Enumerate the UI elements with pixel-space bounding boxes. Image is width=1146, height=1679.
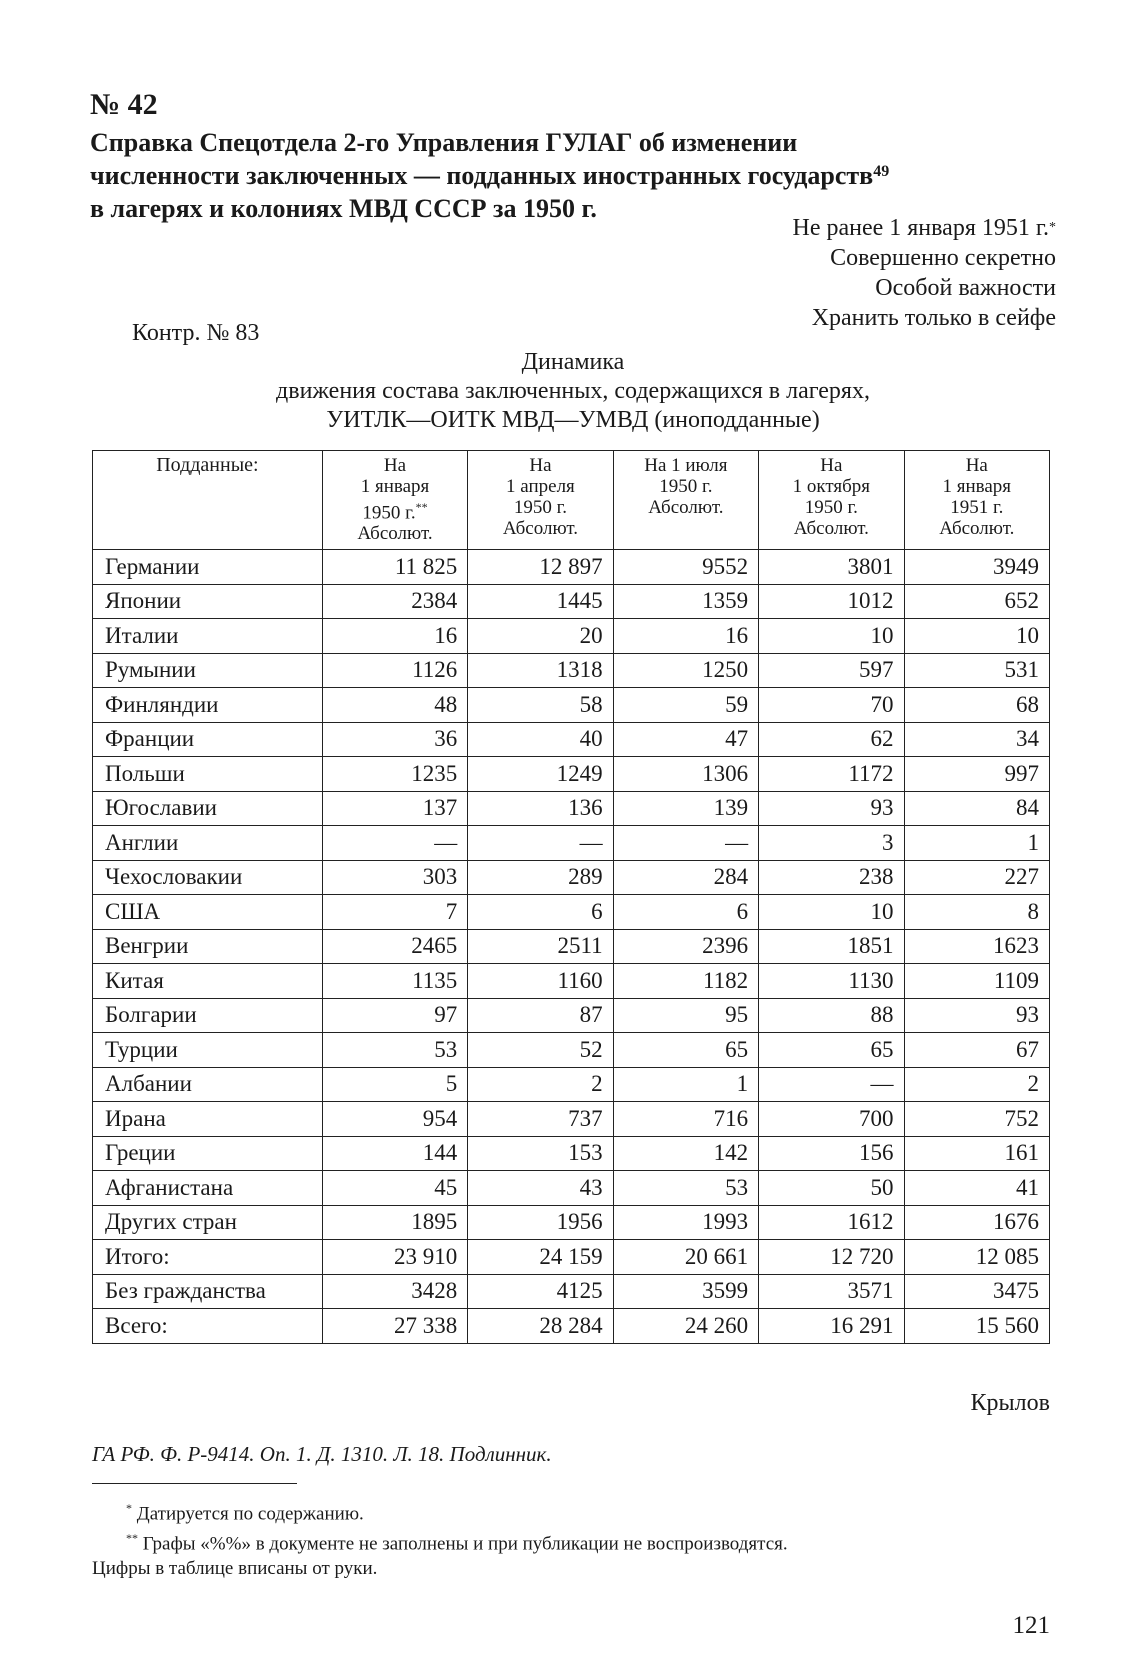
header-line: На 1 июля <box>644 455 728 476</box>
date-stamp: Не ранее 1 января 1951 г.* <box>792 215 1056 241</box>
table-row <box>93 1205 1050 1240</box>
header-line: Абсолют. <box>793 518 869 539</box>
value-cell: 16 291 <box>759 1309 904 1344</box>
value-cell: 6 <box>468 895 613 930</box>
value-cell: 144 <box>322 1136 467 1171</box>
table-row <box>93 791 1050 826</box>
value-cell: 3599 <box>613 1274 758 1309</box>
country-cell: Без гражданства <box>93 1274 323 1309</box>
header-line: 1950 г. <box>513 497 568 518</box>
table-row <box>93 1136 1050 1171</box>
value-cell: 1306 <box>613 757 758 792</box>
value-cell: 161 <box>904 1136 1049 1171</box>
country-cell: Итого: <box>93 1240 323 1275</box>
value-cell: 3949 <box>904 550 1049 585</box>
country-cell: Франции <box>93 722 323 757</box>
value-cell: 1851 <box>759 929 904 964</box>
header-line: На <box>965 455 988 476</box>
value-cell: 1012 <box>759 584 904 619</box>
country-cell: Всего: <box>93 1309 323 1344</box>
table-row <box>93 1102 1050 1137</box>
header-line: Абсолют. <box>357 523 433 545</box>
value-cell: 238 <box>759 860 904 895</box>
value-cell: 20 661 <box>613 1240 758 1275</box>
column-header <box>613 451 758 550</box>
country-cell: Финляндии <box>93 688 323 723</box>
table-row <box>93 653 1050 688</box>
value-cell: 43 <box>468 1171 613 1206</box>
value-cell: 716 <box>613 1102 758 1137</box>
table-row <box>93 964 1050 999</box>
header-line: 1 апреля <box>506 476 575 497</box>
value-cell: 1445 <box>468 584 613 619</box>
value-cell: 84 <box>904 791 1049 826</box>
value-cell: 2396 <box>613 929 758 964</box>
value-cell: 137 <box>322 791 467 826</box>
table-header-row <box>93 451 1050 550</box>
value-cell: 284 <box>613 860 758 895</box>
document-title <box>90 126 1070 225</box>
value-cell: 737 <box>468 1102 613 1137</box>
header-line: Абсолют. <box>502 518 579 539</box>
country-cell: Ирана <box>93 1102 323 1137</box>
secrecy-stamp: Совершенно секретно <box>830 245 1056 271</box>
value-cell: 65 <box>759 1033 904 1068</box>
control-number: Контр. № 83 <box>132 320 260 346</box>
title-line: в лагерях и колониях МВД СССР за 1950 г. <box>90 194 597 223</box>
value-cell: 1160 <box>468 964 613 999</box>
footnotes <box>92 1496 1052 1581</box>
country-cell: Германии <box>93 550 323 585</box>
header-line: 1950 г.** <box>362 500 428 524</box>
country-cell: Албании <box>93 1067 323 1102</box>
value-cell: 6 <box>613 895 758 930</box>
table-row <box>93 722 1050 757</box>
value-cell: 62 <box>759 722 904 757</box>
table-row <box>93 1033 1050 1068</box>
value-cell: 8 <box>904 895 1049 930</box>
table-row <box>93 1240 1050 1275</box>
country-cell: Англии <box>93 826 323 861</box>
value-cell: 68 <box>904 688 1049 723</box>
value-cell: 36 <box>322 722 467 757</box>
table-row <box>93 584 1050 619</box>
value-cell: 87 <box>468 998 613 1033</box>
value-cell: 28 284 <box>468 1309 613 1344</box>
value-cell: 1895 <box>322 1205 467 1240</box>
value-cell: 53 <box>322 1033 467 1068</box>
value-cell: 531 <box>904 653 1049 688</box>
importance-stamp: Особой важности <box>875 275 1056 301</box>
value-cell: 652 <box>904 584 1049 619</box>
value-cell: 1109 <box>904 964 1049 999</box>
country-cell: Других стран <box>93 1205 323 1240</box>
title-line: численности заключенных — подданных иностранных государств$^{49}$ <box>90 161 890 190</box>
value-cell: 1318 <box>468 653 613 688</box>
value-cell: 10 <box>759 619 904 654</box>
column-header-country: Подданные: <box>93 451 323 550</box>
classification-stamps <box>792 213 1056 333</box>
table-row <box>93 688 1050 723</box>
value-cell: 4125 <box>468 1274 613 1309</box>
table-row <box>93 895 1050 930</box>
value-cell: 47 <box>613 722 758 757</box>
title-line: Справка Спецотдела 2-го Управления ГУЛАГ об изменении <box>90 128 798 157</box>
value-cell: 752 <box>904 1102 1049 1137</box>
value-cell: 1 <box>613 1067 758 1102</box>
footnote: ** Графы «%%» в документе не заполнены и при публикации не воспроизводятся. <box>126 1531 788 1555</box>
country-cell: Югославии <box>93 791 323 826</box>
value-cell: 1172 <box>759 757 904 792</box>
signature: Крылов <box>970 1390 1050 1416</box>
value-cell: 11 825 <box>322 550 467 585</box>
value-cell: 3428 <box>322 1274 467 1309</box>
value-cell: — <box>322 826 467 861</box>
value-cell: 1126 <box>322 653 467 688</box>
table-row <box>93 619 1050 654</box>
header-line: 1 января <box>942 476 1012 497</box>
column-header <box>904 451 1049 550</box>
caption-line: Динамика <box>521 349 625 375</box>
value-cell: 2 <box>904 1067 1049 1102</box>
value-cell: 52 <box>468 1033 613 1068</box>
value-cell: 67 <box>904 1033 1049 1068</box>
value-cell: 139 <box>613 791 758 826</box>
value-cell: 597 <box>759 653 904 688</box>
header-line: 1950 г. <box>804 497 858 518</box>
country-cell: Афганистана <box>93 1171 323 1206</box>
column-header <box>322 451 467 550</box>
value-cell: 153 <box>468 1136 613 1171</box>
value-cell: — <box>468 826 613 861</box>
value-cell: 289 <box>468 860 613 895</box>
value-cell: 45 <box>322 1171 467 1206</box>
value-cell: — <box>613 826 758 861</box>
value-cell: 23 910 <box>322 1240 467 1275</box>
value-cell: 9552 <box>613 550 758 585</box>
value-cell: 48 <box>322 688 467 723</box>
header-line: 1 октября <box>792 476 871 497</box>
country-cell: Италии <box>93 619 323 654</box>
value-cell: 2 <box>468 1067 613 1102</box>
value-cell: 59 <box>613 688 758 723</box>
value-cell: 1676 <box>904 1205 1049 1240</box>
table-row <box>93 998 1050 1033</box>
header-line: 1951 г. <box>950 497 1004 518</box>
value-cell: 1 <box>904 826 1049 861</box>
table-row <box>93 1067 1050 1102</box>
value-cell: 10 <box>759 895 904 930</box>
value-cell: 95 <box>613 998 758 1033</box>
value-cell: 12 085 <box>904 1240 1049 1275</box>
header-line: На <box>383 455 407 476</box>
value-cell: 3 <box>759 826 904 861</box>
value-cell: 88 <box>759 998 904 1033</box>
value-cell: 1250 <box>613 653 758 688</box>
value-cell: 954 <box>322 1102 467 1137</box>
table-row <box>93 929 1050 964</box>
header-line: На <box>820 455 843 476</box>
value-cell: 1135 <box>322 964 467 999</box>
country-cell: Турции <box>93 1033 323 1068</box>
caption-line: движения состава заключенных, содержащихся в лагерях, <box>276 378 870 404</box>
country-cell: Японии <box>93 584 323 619</box>
country-cell: Венгрии <box>93 929 323 964</box>
country-cell: Румынии <box>93 653 323 688</box>
country-cell: Греции <box>93 1136 323 1171</box>
value-cell: 53 <box>613 1171 758 1206</box>
country-cell: США <box>93 895 323 930</box>
archive-source: ГА РФ. Ф. Р-9414. Оп. 1. Д. 1310. Л. 18. Подлинник. <box>92 1442 552 1466</box>
value-cell: 1359 <box>613 584 758 619</box>
footnote-ref: ** <box>415 500 428 514</box>
header-line: Абсолют. <box>648 497 724 518</box>
value-cell: — <box>759 1067 904 1102</box>
value-cell: 7 <box>322 895 467 930</box>
value-cell: 2511 <box>468 929 613 964</box>
header-line: 1950 г. <box>659 476 713 497</box>
value-cell: 1956 <box>468 1205 613 1240</box>
table-row <box>93 1274 1050 1309</box>
footnote-continuation: Цифры в таблице вписаны от руки. <box>92 1557 378 1579</box>
country-cell: Польши <box>93 757 323 792</box>
value-cell: 50 <box>759 1171 904 1206</box>
country-cell: Болгарии <box>93 998 323 1033</box>
header-line: 1 января <box>360 476 430 497</box>
storage-stamp: Хранить только в сейфе <box>811 305 1056 331</box>
table-row <box>93 860 1050 895</box>
value-cell: 12 897 <box>468 550 613 585</box>
value-cell: 58 <box>468 688 613 723</box>
document-number: № 42 <box>90 88 158 121</box>
value-cell: 16 <box>613 619 758 654</box>
value-cell: 2384 <box>322 584 467 619</box>
value-cell: 70 <box>759 688 904 723</box>
value-cell: 1235 <box>322 757 467 792</box>
value-cell: 16 <box>322 619 467 654</box>
footnote-ref: 49 <box>873 163 890 180</box>
value-cell: 40 <box>468 722 613 757</box>
table-row <box>93 826 1050 861</box>
country-cell: Китая <box>93 964 323 999</box>
value-cell: 3475 <box>904 1274 1049 1309</box>
value-cell: 15 560 <box>904 1309 1049 1344</box>
value-cell: 10 <box>904 619 1049 654</box>
value-cell: 93 <box>904 998 1049 1033</box>
table-row <box>93 550 1050 585</box>
value-cell: 1993 <box>613 1205 758 1240</box>
value-cell: 1249 <box>468 757 613 792</box>
column-header <box>468 451 613 550</box>
header-line: Абсолют. <box>939 518 1015 539</box>
caption-line: УИТЛК—ОИТК МВД—УМВД (иноподданные) <box>326 407 820 433</box>
value-cell: 3801 <box>759 550 904 585</box>
value-cell: 303 <box>322 860 467 895</box>
table-row <box>93 757 1050 792</box>
value-cell: 156 <box>759 1136 904 1171</box>
value-cell: 997 <box>904 757 1049 792</box>
value-cell: 700 <box>759 1102 904 1137</box>
column-header <box>759 451 904 550</box>
footnote: * Датируется по содержанию. <box>126 1501 364 1525</box>
value-cell: 97 <box>322 998 467 1033</box>
value-cell: 12 720 <box>759 1240 904 1275</box>
table-row <box>93 1309 1050 1344</box>
header-line: На <box>529 455 552 476</box>
country-cell: Чехословакии <box>93 860 323 895</box>
table-caption <box>0 348 1146 435</box>
value-cell: 227 <box>904 860 1049 895</box>
value-cell: 1612 <box>759 1205 904 1240</box>
table-row <box>93 1171 1050 1206</box>
value-cell: 24 159 <box>468 1240 613 1275</box>
value-cell: 27 338 <box>322 1309 467 1344</box>
prisoners-table <box>92 450 1050 1344</box>
value-cell: 41 <box>904 1171 1049 1206</box>
page-number: 121 <box>1012 1612 1050 1639</box>
value-cell: 93 <box>759 791 904 826</box>
value-cell: 3571 <box>759 1274 904 1309</box>
value-cell: 1182 <box>613 964 758 999</box>
value-cell: 1623 <box>904 929 1049 964</box>
footnote-divider <box>92 1483 297 1484</box>
value-cell: 65 <box>613 1033 758 1068</box>
value-cell: 20 <box>468 619 613 654</box>
value-cell: 2465 <box>322 929 467 964</box>
value-cell: 34 <box>904 722 1049 757</box>
value-cell: 136 <box>468 791 613 826</box>
value-cell: 24 260 <box>613 1309 758 1344</box>
value-cell: 142 <box>613 1136 758 1171</box>
value-cell: 5 <box>322 1067 467 1102</box>
value-cell: 1130 <box>759 964 904 999</box>
